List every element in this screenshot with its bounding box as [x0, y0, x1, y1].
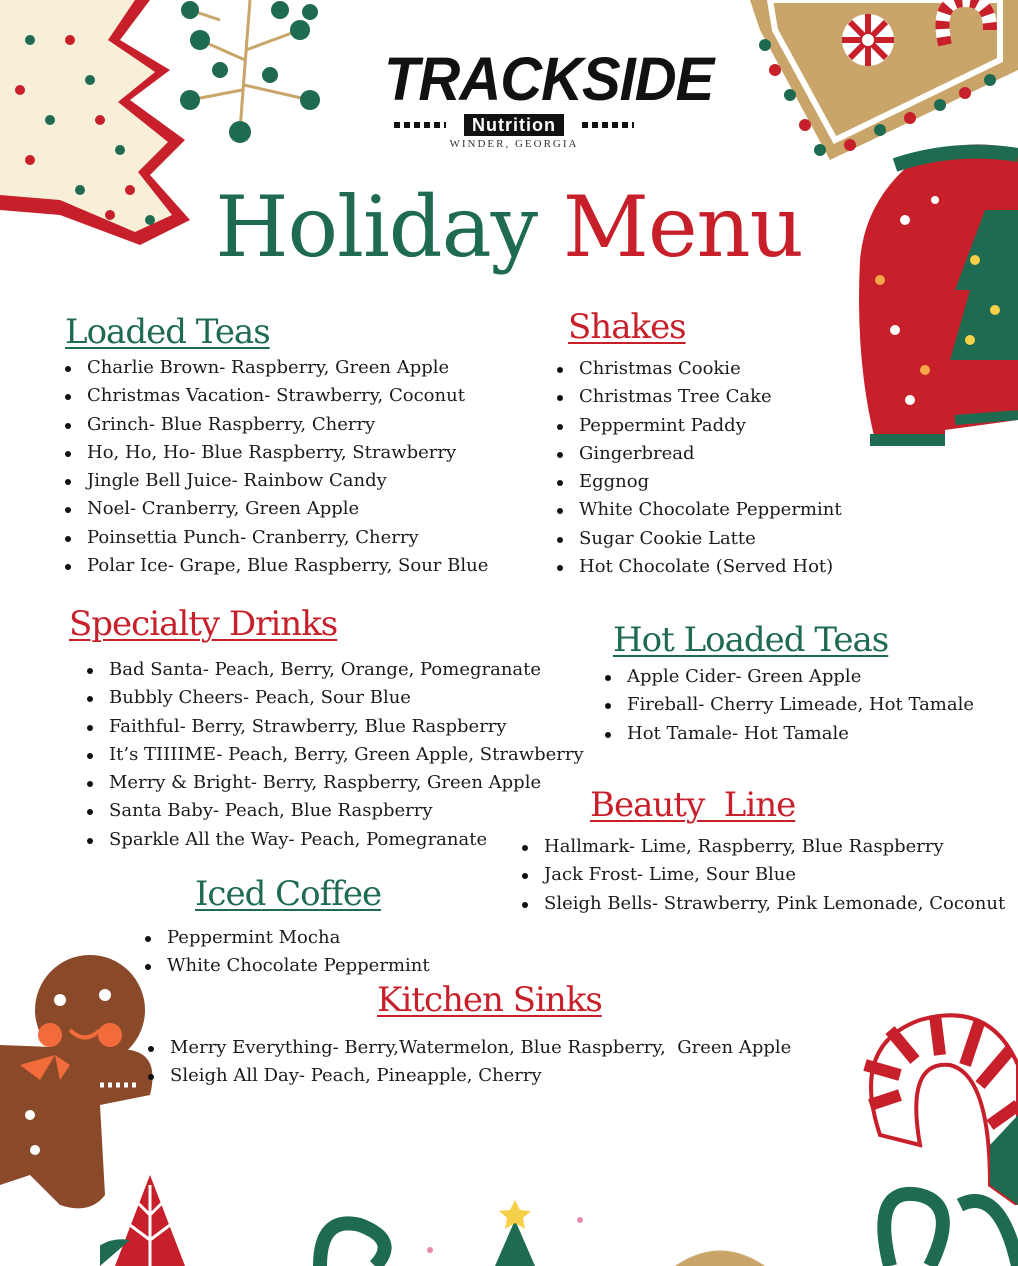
- list-item: Poinsettia Punch- Cranberry, Cherry: [65, 524, 488, 552]
- title-word-holiday: Holiday: [215, 178, 538, 276]
- list-item: Merry & Bright- Berry, Raspberry, Green Apple: [87, 769, 584, 797]
- list-item: Sparkle All the Way- Peach, Pomegranate: [87, 826, 584, 854]
- logo-wordmark: TRACKSIDE: [384, 45, 714, 114]
- section-kitchen-sinks: [148, 978, 791, 1091]
- list-item: Bubbly Cheers- Peach, Sour Blue: [87, 684, 584, 712]
- list-item: Polar Ice- Grape, Blue Raspberry, Sour Blue: [65, 552, 488, 580]
- section-heading: Iced Coffee: [195, 874, 382, 914]
- logo-tagline: Nutrition: [464, 114, 564, 136]
- list-item: Noel- Cranberry, Green Apple: [65, 495, 488, 523]
- list-item: Jack Frost- Lime, Sour Blue: [522, 861, 1005, 889]
- page-title: [0, 172, 1018, 282]
- title-word-menu: Menu: [562, 178, 803, 276]
- list-item: Sleigh All Day- Peach, Pineapple, Cherry: [148, 1062, 791, 1090]
- list-item: White Chocolate Peppermint: [557, 496, 842, 524]
- section-iced-coffee: [145, 872, 430, 981]
- list-item: Merry Everything- Berry,Watermelon, Blue Raspberry, Green Apple: [148, 1034, 791, 1062]
- trackside-logo: [384, 45, 714, 150]
- section-heading: Specialty Drinks: [69, 604, 338, 644]
- list-item: Sugar Cookie Latte: [557, 525, 842, 553]
- list-item: Christmas Cookie: [557, 355, 842, 383]
- item-list: [605, 663, 974, 748]
- list-item: Sleigh Bells- Strawberry, Pink Lemonade, Coconut: [522, 890, 1005, 918]
- section-heading: Hot Loaded Teas: [613, 620, 889, 660]
- list-item: Bad Santa- Peach, Berry, Orange, Pomegranate: [87, 656, 584, 684]
- section-heading: Beauty Line: [590, 785, 796, 825]
- list-item: Jingle Bell Juice- Rainbow Candy: [65, 467, 488, 495]
- item-list: [148, 1034, 791, 1091]
- list-item: Eggnog: [557, 468, 842, 496]
- list-item: Gingerbread: [557, 440, 842, 468]
- section-shakes: [557, 305, 842, 581]
- list-item: Hot Tamale- Hot Tamale: [605, 720, 974, 748]
- list-item: Ho, Ho, Ho- Blue Raspberry, Strawberry: [65, 439, 488, 467]
- logo-location: WINDER, GEORGIA: [449, 138, 579, 150]
- item-list: [87, 656, 584, 854]
- list-item: Fireball- Cherry Limeade, Hot Tamale: [605, 691, 974, 719]
- holly-berries-decoration: [160, 0, 340, 150]
- list-item: Grinch- Blue Raspberry, Cherry: [65, 411, 488, 439]
- list-item: Christmas Vacation- Strawberry, Coconut: [65, 382, 488, 410]
- list-item: Apple Cider- Green Apple: [605, 663, 974, 691]
- item-list: [65, 354, 488, 580]
- list-item: Hallmark- Lime, Raspberry, Blue Raspberry: [522, 833, 1005, 861]
- section-heading: Kitchen Sinks: [377, 980, 602, 1020]
- list-item: Faithful- Berry, Strawberry, Blue Raspberry: [87, 713, 584, 741]
- logo-bar: [394, 114, 634, 136]
- section-hot-loaded-teas: [605, 618, 974, 748]
- list-item: Peppermint Paddy: [557, 412, 842, 440]
- section-loaded-teas: [65, 310, 488, 580]
- section-beauty-line: [522, 783, 1005, 918]
- list-item: Santa Baby- Peach, Blue Raspberry: [87, 797, 584, 825]
- list-item: White Chocolate Peppermint: [145, 952, 430, 980]
- section-heading: Loaded Teas: [65, 312, 270, 352]
- list-item: Hot Chocolate (Served Hot): [557, 553, 842, 581]
- section-specialty-drinks: [69, 602, 584, 854]
- item-list: [145, 924, 430, 981]
- list-item: Charlie Brown- Raspberry, Green Apple: [65, 354, 488, 382]
- bottom-decorations: [100, 1165, 1018, 1266]
- item-list: [557, 355, 842, 581]
- list-item: It’s TIIIIME- Peach, Berry, Green Apple, Strawberry: [87, 741, 584, 769]
- list-item: Christmas Tree Cake: [557, 383, 842, 411]
- item-list: [522, 833, 1005, 918]
- list-item: Peppermint Mocha: [145, 924, 430, 952]
- section-heading: Shakes: [568, 307, 686, 347]
